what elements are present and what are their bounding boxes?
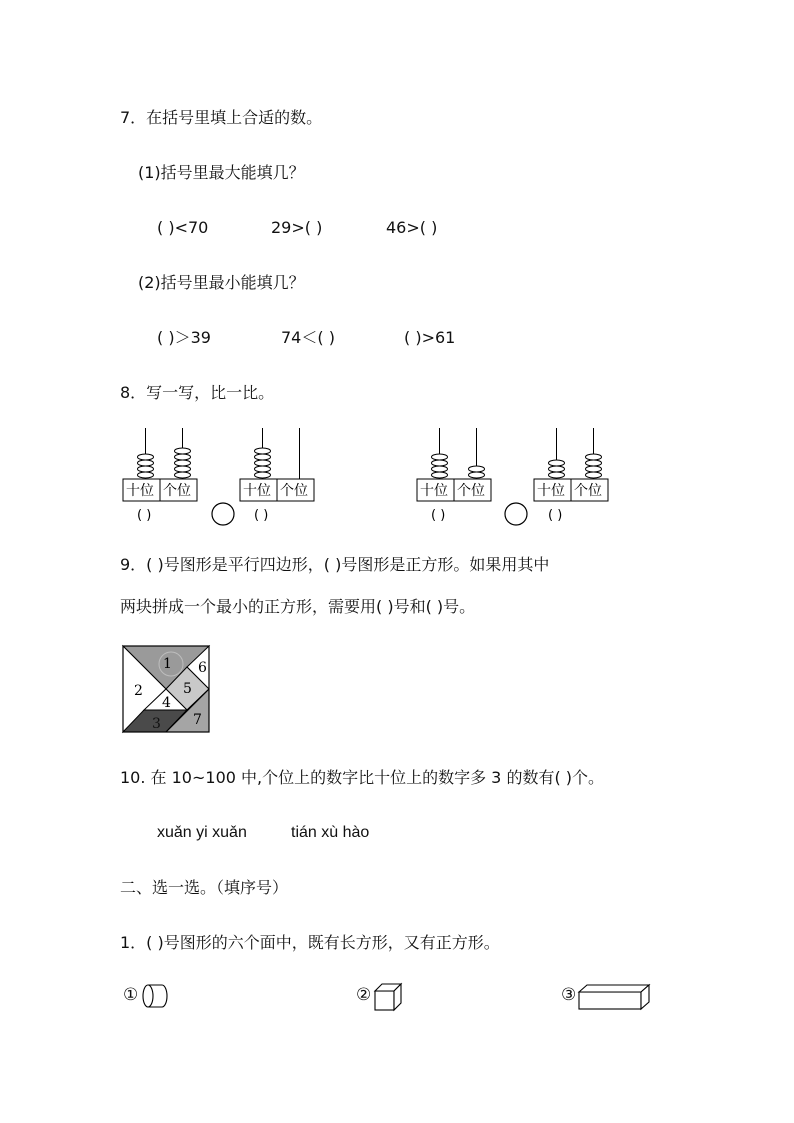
abacus-answer-paren-3: ( ): [431, 508, 446, 523]
tangram-label-7: 7: [193, 712, 202, 728]
abacus-answer-paren-2: ( ): [254, 508, 269, 523]
abacus-tens-label: 十位: [126, 483, 154, 499]
abacus-tens-label: 十位: [243, 483, 271, 499]
q10-text: 10. 在 10~100 中,个位上的数字比十位上的数字多 3 的数有( )个。: [120, 768, 605, 787]
abacus-ones-label: 个位: [280, 483, 308, 499]
abacus-answer-paren-4: ( ): [548, 508, 563, 523]
section2-title: 二、选一选。（填序号）: [120, 878, 289, 897]
q7-title: 7．在括号里填上合适的数。: [120, 108, 323, 127]
option-3-label[interactable]: ③: [561, 985, 577, 1005]
abacus-tens-label: 十位: [537, 483, 565, 499]
abacus-ones-label: 个位: [457, 483, 485, 499]
q7-sub2: (2)括号里最小能填几？: [138, 273, 305, 292]
abacus-ones-label: 个位: [574, 483, 602, 499]
tangram-label-5: 5: [183, 681, 192, 697]
pinyin-tianxuhao: tián xù hào: [291, 824, 370, 841]
s2q1-text: 1．( )号图形的六个面中，既有长方形，又有正方形。: [120, 933, 500, 952]
tangram-label-1: 1: [163, 656, 172, 672]
abacus-tens-label: 十位: [420, 483, 448, 499]
q9-line2: 两块拼成一个最小的正方形，需要用( )号和( )号。: [120, 597, 476, 616]
tangram-label-2: 2: [134, 683, 143, 699]
q7-row2-item2: 74＜( ): [281, 328, 335, 347]
q7-row1-item3: 46>( ): [386, 218, 438, 237]
q7-row1-item1: ( )<70: [157, 218, 209, 237]
option-1-label[interactable]: ①: [123, 985, 139, 1005]
option-2-label[interactable]: ②: [356, 985, 372, 1005]
cuboid-shape: [579, 985, 649, 1009]
abacus-answer-paren-1: ( ): [137, 508, 152, 523]
tangram-label-3: 3: [152, 716, 161, 732]
cylinder-shape: [143, 985, 167, 1007]
q7-sub1: (1)括号里最大能填几？: [138, 163, 305, 182]
q8-title: 8．写一写，比一比。: [120, 383, 275, 402]
q7-row1-item2: 29>( ): [271, 218, 323, 237]
pinyin-xuan: xuǎn yi xuǎn: [157, 824, 247, 841]
cube-shape: [375, 984, 401, 1010]
q9-line1: 9．( )号图形是平行四边形，( )号图形是正方形。如果用其中: [120, 555, 550, 574]
tangram-label-6: 6: [198, 660, 207, 676]
tangram-label-4: 4: [162, 695, 171, 711]
q7-row2-item1: ( )＞39: [157, 328, 211, 347]
q7-row2-item3: ( )>61: [404, 328, 456, 347]
abacus-ones-label: 个位: [163, 483, 191, 499]
